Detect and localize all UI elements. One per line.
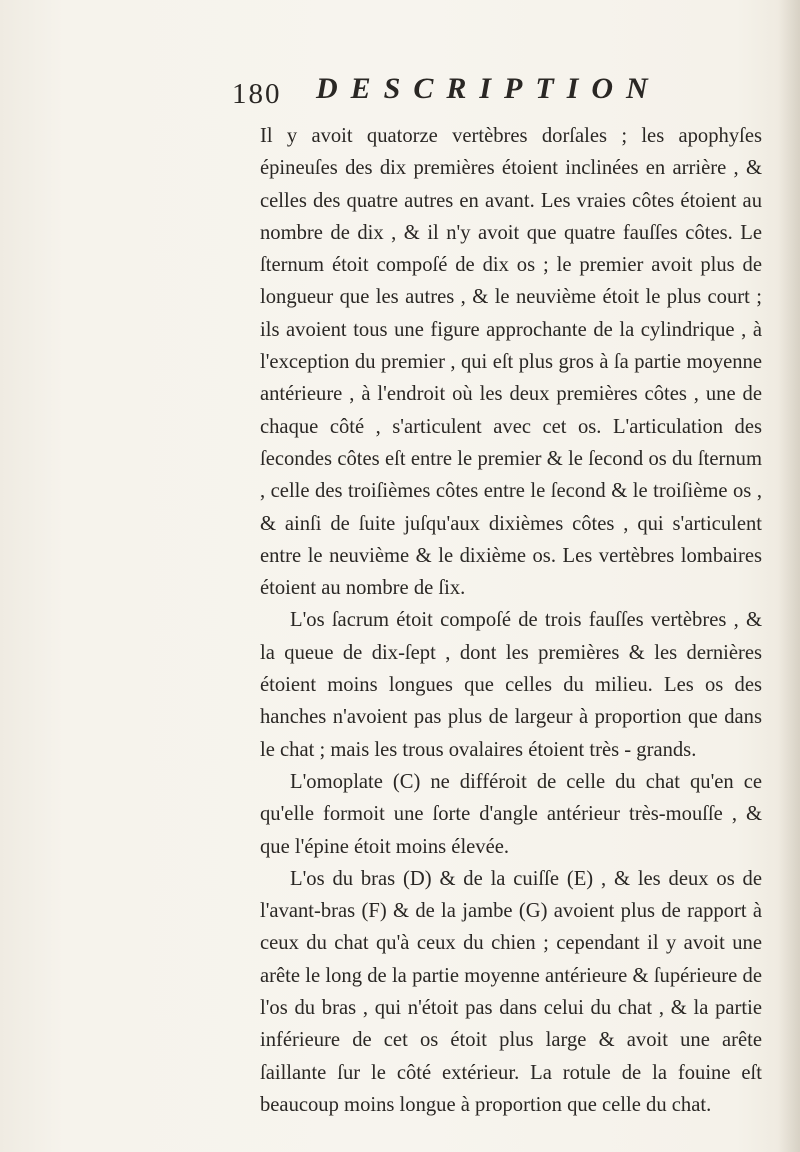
page-edge-shadow: [778, 0, 800, 1152]
paragraph-vertebrae: Il y avoit quatorze vertèbres dorſales ; les apophyſes épineuſes des dix premières étoient inclinées en arrière , & celles des quatre autres en avant. Les vraies côtes étoient au nombre de dix , & il n'y avoit que quatre fauſſes côtes. Le ſternum étoit compoſé de dix os ; le premier avoit plus de longueur que les autres , & le neuvième étoit le plus court ; ils avoient tous une figure approchante de la cylindrique , à l'exception du premier , qui eſt plus gros à ſa partie moyenne antérieure , à l'endroit où les deux premières côtes , une de chaque côté , s'articulent avec cet os. L'articulation des ſecondes côtes eſt entre le premier & le ſecond os du ſternum , celle des troiſièmes côtes entre le ſecond & le troiſième os , & ainſi de ſuite juſqu'aux dixièmes côtes , qui s'articulent entre le neuvième & le dixième os. Les vertèbres lombaires étoient au nombre de ſix.: [260, 125, 762, 600]
paragraph-omoplate: L'omoplate (C) ne différoit de celle du chat qu'en ce qu'elle formoit une ſorte d'angle antérieur très-mouſſe , & que l'épine étoit moins élevée.: [260, 770, 762, 858]
paragraph-limb-bones: L'os du bras (D) & de la cuiſſe (E) , & les deux os de l'avant-bras (F) & de la jambe (G) avoient plus de rapport à ceux du chat qu'à ceux du chien ; cependant il y avoit une arête le long de la partie moyenne antérieure & ſupérieure de l'os du bras , qui n'étoit pas dans celui du chat , & la partie inférieure de cet os étoit plus large & avoit une arête ſaillante ſur le côté extérieur. La rotule de la fouine eſt beaucoup moins longue à proportion que celle du chat.: [260, 867, 762, 1116]
paragraph-sacrum: L'os ſacrum étoit compoſé de trois fauſſes vertèbres , & la queue de dix-ſept , dont les premières & les dernières étoient moins longues que celles du milieu. Les os des hanches n'avoient pas plus de largeur à proportion que dans le chat ; mais les trous ovalaires étoient très - grands.: [260, 609, 762, 761]
body-text: [260, 120, 762, 1121]
running-title: DESCRIPTION: [316, 72, 661, 105]
page-number: 180: [232, 78, 282, 110]
